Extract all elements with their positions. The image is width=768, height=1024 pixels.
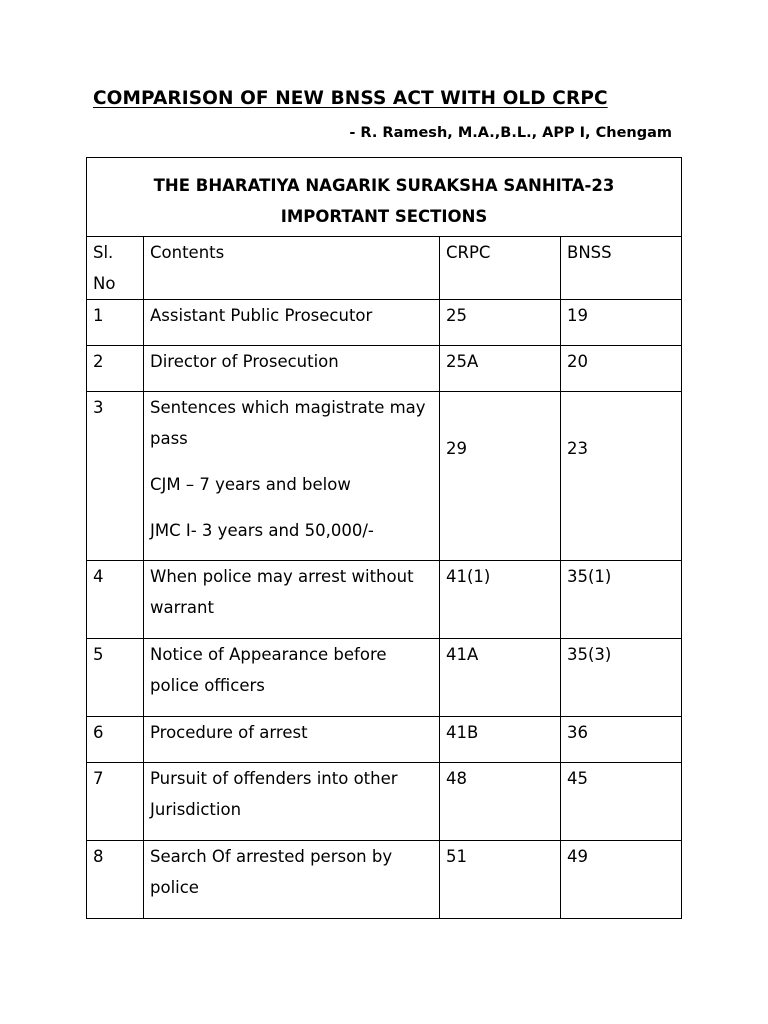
cell-content: Pursuit of offenders into other Jurisdiction (144, 763, 440, 841)
table-row (87, 763, 682, 841)
cell-content: Director of Prosecution (144, 346, 440, 392)
document-author: - R. Ramesh, M.A.,B.L., APP I, Chengam (349, 125, 672, 141)
cell-crpc: 41A (440, 639, 561, 717)
table-header-row (87, 237, 682, 300)
cell-bnss: 20 (561, 346, 682, 392)
cell-crpc: 25A (440, 346, 561, 392)
cell-content: When police may arrest without warrant (144, 561, 440, 639)
table-row (87, 561, 682, 639)
cell-content-main: Sentences which magistrate may pass (150, 398, 426, 448)
cell-sl: 8 (87, 841, 144, 919)
cell-bnss: 45 (561, 763, 682, 841)
caption-line-1: THE BHARATIYA NAGARIK SURAKSHA SANHITA-23 (153, 176, 615, 195)
cell-crpc: 48 (440, 763, 561, 841)
cell-content-note-cjm: CJM – 7 years and below (150, 475, 351, 494)
cell-crpc: 29 (440, 392, 561, 561)
cell-sl: 2 (87, 346, 144, 392)
cell-content: Search Of arrested person by police (144, 841, 440, 919)
table-row (87, 639, 682, 717)
header-crpc: CRPC (440, 237, 561, 300)
caption-line-2: IMPORTANT SECTIONS (280, 207, 488, 226)
cell-crpc: 25 (440, 300, 561, 346)
cell-content: Assistant Public Prosecutor (144, 300, 440, 346)
cell-sl: 7 (87, 763, 144, 841)
table-caption-row (87, 158, 682, 237)
cell-sl: 5 (87, 639, 144, 717)
cell-content: Procedure of arrest (144, 717, 440, 763)
cell-bnss: 19 (561, 300, 682, 346)
cell-bnss: 35(1) (561, 561, 682, 639)
header-sl-no: Sl. No (87, 237, 144, 300)
sections-table (86, 157, 682, 919)
table-row (87, 300, 682, 346)
cell-sl: 6 (87, 717, 144, 763)
cell-sl: 4 (87, 561, 144, 639)
table-row (87, 392, 682, 561)
table-row (87, 346, 682, 392)
cell-crpc: 51 (440, 841, 561, 919)
cell-sl: 1 (87, 300, 144, 346)
table-row (87, 717, 682, 763)
cell-content (144, 392, 440, 561)
cell-bnss: 35(3) (561, 639, 682, 717)
header-bnss: BNSS (561, 237, 682, 300)
table-row (87, 841, 682, 919)
cell-crpc: 41(1) (440, 561, 561, 639)
document-title: COMPARISON OF NEW BNSS ACT WITH OLD CRPC (93, 88, 608, 109)
cell-content: Notice of Appearance before police officers (144, 639, 440, 717)
cell-bnss: 49 (561, 841, 682, 919)
header-contents: Contents (144, 237, 440, 300)
cell-bnss: 23 (561, 392, 682, 561)
table-caption (87, 158, 682, 237)
cell-sl: 3 (87, 392, 144, 561)
cell-content-note-jmc: JMC I- 3 years and 50,000/- (150, 521, 374, 540)
cell-crpc: 41B (440, 717, 561, 763)
cell-bnss: 36 (561, 717, 682, 763)
